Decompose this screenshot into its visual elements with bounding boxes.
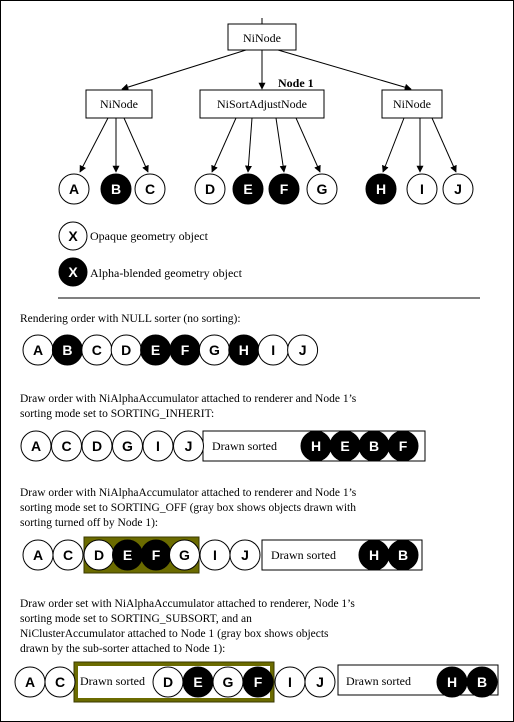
object-letter: G <box>122 438 133 454</box>
node-1-callout: Node 1 <box>278 76 314 90</box>
inherit-row-d <box>82 431 112 461</box>
object-letter: G <box>179 547 190 563</box>
null-row-i <box>258 335 288 365</box>
object-letter: F <box>253 674 263 690</box>
tree-leaf-a <box>59 174 89 204</box>
tree <box>59 18 473 204</box>
tree-leaf-c <box>135 174 165 204</box>
edge-right-j <box>432 118 456 172</box>
inherit-sorted-h <box>301 431 331 461</box>
off-gray-g <box>170 540 200 570</box>
object-letter: G <box>222 674 234 690</box>
object-letter: X <box>68 264 78 280</box>
child-node-label-right: NiNode <box>393 97 431 111</box>
object-letter: C <box>61 438 72 454</box>
inherit-sorted-e <box>330 431 360 461</box>
subsort-lead-a <box>15 667 45 697</box>
inherit-sorted-b <box>359 431 389 461</box>
object-letter: D <box>121 342 132 358</box>
object-letter: B <box>476 674 488 690</box>
edge-root-left <box>122 50 246 89</box>
subsort-inner-f <box>243 667 273 697</box>
tree-leaf-i <box>407 174 437 204</box>
object-letter: E <box>243 181 253 197</box>
object-letter: I <box>288 674 292 690</box>
tree-leaf-e <box>233 174 263 204</box>
object-letter: I <box>213 547 217 563</box>
subsort-drawn-sorted-label: Drawn sorted <box>346 674 411 688</box>
object-letter: A <box>68 181 80 197</box>
object-letter: B <box>368 438 380 454</box>
inherit-row-i <box>143 431 173 461</box>
tree-leaf-f <box>269 174 299 204</box>
object-letter: F <box>279 181 289 197</box>
object-letter: F <box>398 438 408 454</box>
object-letter: H <box>238 342 249 358</box>
object-letter: C <box>54 674 66 690</box>
object-letter: D <box>93 547 105 563</box>
off-caption-line-1: Draw order with NiAlphaAccumulator attached to renderer and Node 1’s <box>20 487 357 499</box>
object-letter: A <box>32 547 44 563</box>
subsort-trail-i <box>275 667 305 697</box>
object-letter: I <box>420 181 424 197</box>
child-node-label-middle: NiSortAdjustNode <box>217 97 307 111</box>
inherit-row-j <box>174 431 204 461</box>
subsort-caption-line-4: drawn by the sub-sorter attached to Node 1): <box>20 643 226 655</box>
object-letter: F <box>151 547 161 563</box>
subsort-caption-line-3: NiClusterAccumulator attached to Node 1 (gray box shows objects <box>20 628 329 640</box>
object-letter: H <box>375 181 387 197</box>
edge-left-c <box>124 118 148 172</box>
subsort-trail-j <box>305 667 335 697</box>
inherit-drawn-sorted-label: Drawn sorted <box>212 439 277 453</box>
object-letter: E <box>193 674 203 690</box>
object-letter: J <box>316 674 324 690</box>
inherit-row-a <box>21 431 51 461</box>
object-letter: C <box>144 181 156 197</box>
off-gray-f <box>141 540 171 570</box>
tree-leaf-d <box>195 174 225 204</box>
subsort-lead-c <box>45 667 75 697</box>
off-sorted-b <box>388 540 418 570</box>
edge-mid-d <box>212 118 236 172</box>
object-letter: G <box>208 342 220 358</box>
object-letter: E <box>150 342 161 358</box>
object-letter: E <box>340 438 350 454</box>
subsort-inner-e <box>183 667 213 697</box>
object-letter: D <box>91 438 103 454</box>
null-row-f <box>170 335 200 365</box>
object-letter: A <box>32 342 44 358</box>
null-row-c <box>82 335 112 365</box>
null-row-j <box>288 335 318 365</box>
object-letter: H <box>368 547 380 563</box>
legend-alpha-label: Alpha-blended geometry object <box>90 266 242 280</box>
object-letter: J <box>454 181 462 197</box>
tree-leaf-h <box>366 174 396 204</box>
object-letter: H <box>446 674 458 690</box>
object-letter: B <box>397 547 409 563</box>
inherit-row-c <box>52 431 82 461</box>
off-caption-line-2: sorting mode set to SORTING_OFF (gray box shows objects drawn with <box>20 502 356 514</box>
legend-opaque-label: Opaque geometry object <box>90 229 208 243</box>
subsort-caption-line-1: Draw order set with NiAlphaAccumulator attached to renderer, Node 1’s <box>20 598 355 610</box>
object-letter: J <box>184 438 193 454</box>
null-row-g <box>199 335 229 365</box>
tree-leaves <box>59 174 473 204</box>
null-caption-line-1: Rendering order with NULL sorter (no sorting): <box>20 313 241 325</box>
off-row-i <box>200 540 230 570</box>
child-node-label-left: NiNode <box>100 97 138 111</box>
off-gray-e <box>113 540 143 570</box>
inherit-sorted-f <box>388 431 418 461</box>
null-row-h <box>229 335 259 365</box>
object-letter: I <box>156 438 160 454</box>
inherit-row-g <box>113 431 143 461</box>
inherit-caption-line-1: Draw order with NiAlphaAccumulator attached to renderer and Node 1’s <box>20 393 357 405</box>
object-letter: I <box>271 342 276 358</box>
legend <box>59 222 243 286</box>
object-letter: A <box>24 674 36 690</box>
object-letter: G <box>316 181 328 197</box>
off-caption-line-3: sorting turned off by Node 1): <box>20 517 159 529</box>
null-row-a <box>23 335 53 365</box>
edge-mid-f <box>276 118 284 172</box>
tree-leaf-b <box>101 174 131 204</box>
null-row-b <box>52 335 82 365</box>
null-row-d <box>111 335 141 365</box>
object-letter: A <box>30 438 42 454</box>
tree-leaf-j <box>443 174 473 204</box>
object-letter: F <box>180 342 190 358</box>
root-node-label: NiNode <box>243 31 281 45</box>
edge-right-h <box>383 118 404 172</box>
off-drawn-sorted-label: Drawn sorted <box>271 548 336 562</box>
object-letter: C <box>62 547 74 563</box>
subsort-inner-d <box>153 667 183 697</box>
subsort-inner-label: Drawn sorted <box>80 674 145 688</box>
object-letter: H <box>310 438 322 454</box>
edge-mid-g <box>296 118 320 172</box>
subsort-sorted-h <box>437 667 467 697</box>
off-row-c <box>53 540 83 570</box>
tree-leaf-g <box>307 174 337 204</box>
object-letter: B <box>62 342 73 358</box>
off-gray-d <box>84 540 114 570</box>
legend-opaque-symbol <box>59 222 87 250</box>
object-letter: J <box>241 547 249 563</box>
object-letter: C <box>91 342 102 358</box>
off-row-j <box>230 540 260 570</box>
object-letter: X <box>68 228 78 244</box>
object-letter: E <box>122 547 133 563</box>
null-row-e <box>141 335 171 365</box>
off-row-a <box>23 540 53 570</box>
subsort-sorted-b <box>467 667 497 697</box>
legend-alpha-symbol <box>59 258 87 286</box>
object-letter: J <box>298 342 307 358</box>
subsort-inner-g <box>213 667 243 697</box>
object-letter: D <box>162 674 174 690</box>
edge-mid-e <box>248 118 252 172</box>
subsort-caption-line-2: sorting mode set to SORTING_SUBSORT, and an <box>20 613 252 625</box>
object-letter: D <box>204 181 216 197</box>
edge-left-a <box>80 118 108 172</box>
inherit-caption-line-2: sorting mode set to SORTING_INHERIT: <box>20 408 215 420</box>
object-letter: B <box>110 181 122 197</box>
off-sorted-h <box>359 540 389 570</box>
